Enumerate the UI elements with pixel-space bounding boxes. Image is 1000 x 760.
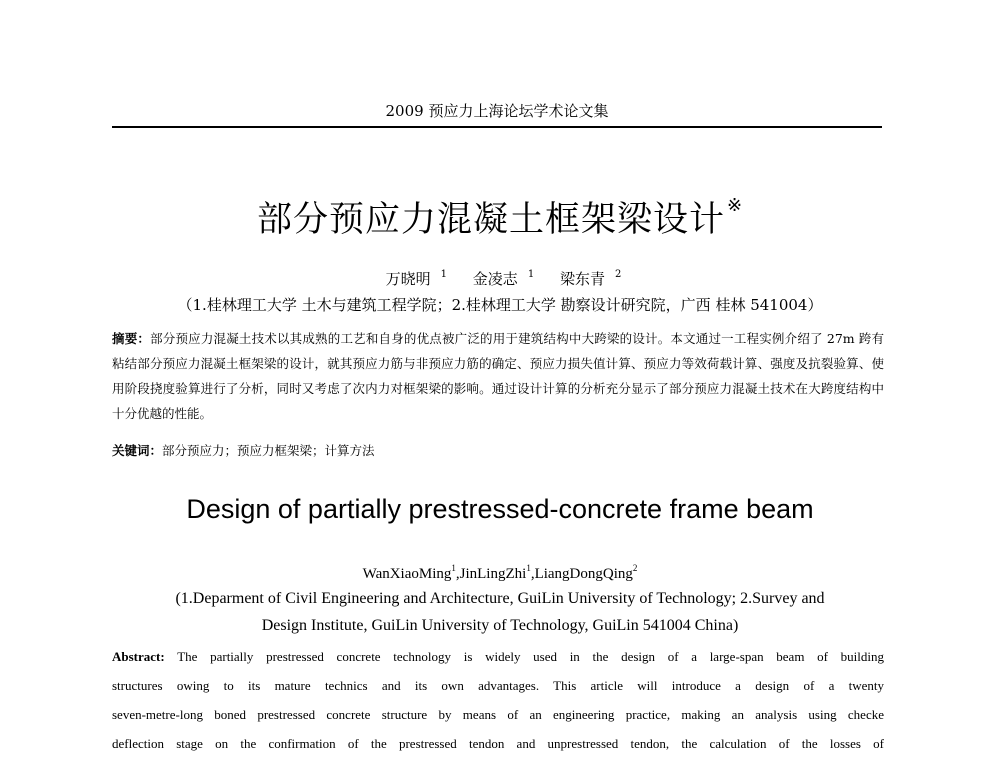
affiliation-en [112, 585, 888, 639]
author-en-name: LiangDongQing [534, 566, 633, 582]
author-en-name: WanXiaoMing [362, 566, 452, 582]
abstract-cn-label: 摘要： [112, 331, 151, 346]
abstract-en-label: Abstract: [112, 649, 165, 664]
author-en-aff: 2 [632, 563, 638, 573]
running-header: 2009 预应力上海论坛学术论文集 [385, 102, 609, 120]
author-cn-aff: 1 [440, 269, 448, 280]
keywords-cn [112, 440, 884, 462]
title-cn-text: 部分预应力混凝土框架梁设计 [256, 200, 725, 240]
abstract-cn-text: 部分预应力混凝土技术以其成熟的工艺和自身的优点被广泛的用于建筑结构中大跨梁的设计。本文通过一工程实例介绍了 27m 跨有粘结部分预应力混凝土框架梁的设计，就其预应力筋与非预应力筋的确定、预应力损失值计算、预应力等效荷载计算、强度及抗裂验算、使用阶段挠度验算进行了分析，同时又考虑了次内力对框架梁的影响。通过设计计算的分析充分显示了部分预应力混凝土技术在大跨度结构中十分优越的性能。 [112, 331, 884, 421]
author-en-aff: 1 [451, 563, 456, 573]
affiliation-en-line: (1.Deparment of Civil Engineering and Architecture, GuiLin University of Technology; 2.Survey and [175, 590, 825, 607]
abstract-en-line [112, 642, 884, 671]
keywords-cn-label: 关键词： [112, 443, 163, 458]
author-cn-aff: 1 [527, 269, 535, 280]
author-en-sep: , [455, 566, 460, 582]
abstract-en [112, 642, 884, 758]
authors-cn [0, 264, 1000, 290]
affiliation-cn: （1.桂林理工大学 土木与建筑工程学院；2.桂林理工大学 勘察设计研究院，广西 桂林 541004） [177, 296, 823, 314]
authors-en [0, 557, 1000, 585]
author-cn [553, 270, 621, 288]
author-en-aff: 1 [526, 563, 531, 573]
abstract-cn [112, 326, 884, 426]
header-rule [112, 126, 882, 128]
abstract-en-line: structures owing to its mature technics and its own advantages. This article will introduce a design of a twenty [112, 678, 884, 693]
author-cn [379, 270, 447, 288]
keywords-cn-text: 部分预应力；预应力框架梁；计算方法 [162, 443, 375, 458]
abstract-en-text: The partially prestressed concrete technology is widely used in the design of a large-span beam of building [177, 649, 884, 664]
title-cn-mark: ※ [726, 195, 744, 216]
author-cn-name: 万晓明 [385, 270, 431, 288]
author-cn-name: 金凌志 [472, 270, 518, 288]
title-en: Design of partially prestressed-concrete frame beam [186, 494, 814, 524]
abstract-en-line: seven-metre-long boned prestressed concrete structure by means of an engineering practice, making an analysis using checke [112, 707, 884, 722]
author-cn-name: 梁东青 [559, 270, 605, 288]
abstract-en-line: deflection stage on the confirmation of the prestressed tendon and unprestressed tendon, the calculation of the losses of [112, 736, 884, 751]
affiliation-en-line: Design Institute, GuiLin University of Technology, GuiLin 541004 China) [261, 617, 739, 634]
author-en-name: JinLingZhi [459, 566, 527, 582]
title-cn [0, 183, 1000, 243]
author-cn-aff: 2 [614, 269, 622, 280]
author-cn [466, 270, 534, 288]
author-en-sep: , [530, 566, 535, 582]
